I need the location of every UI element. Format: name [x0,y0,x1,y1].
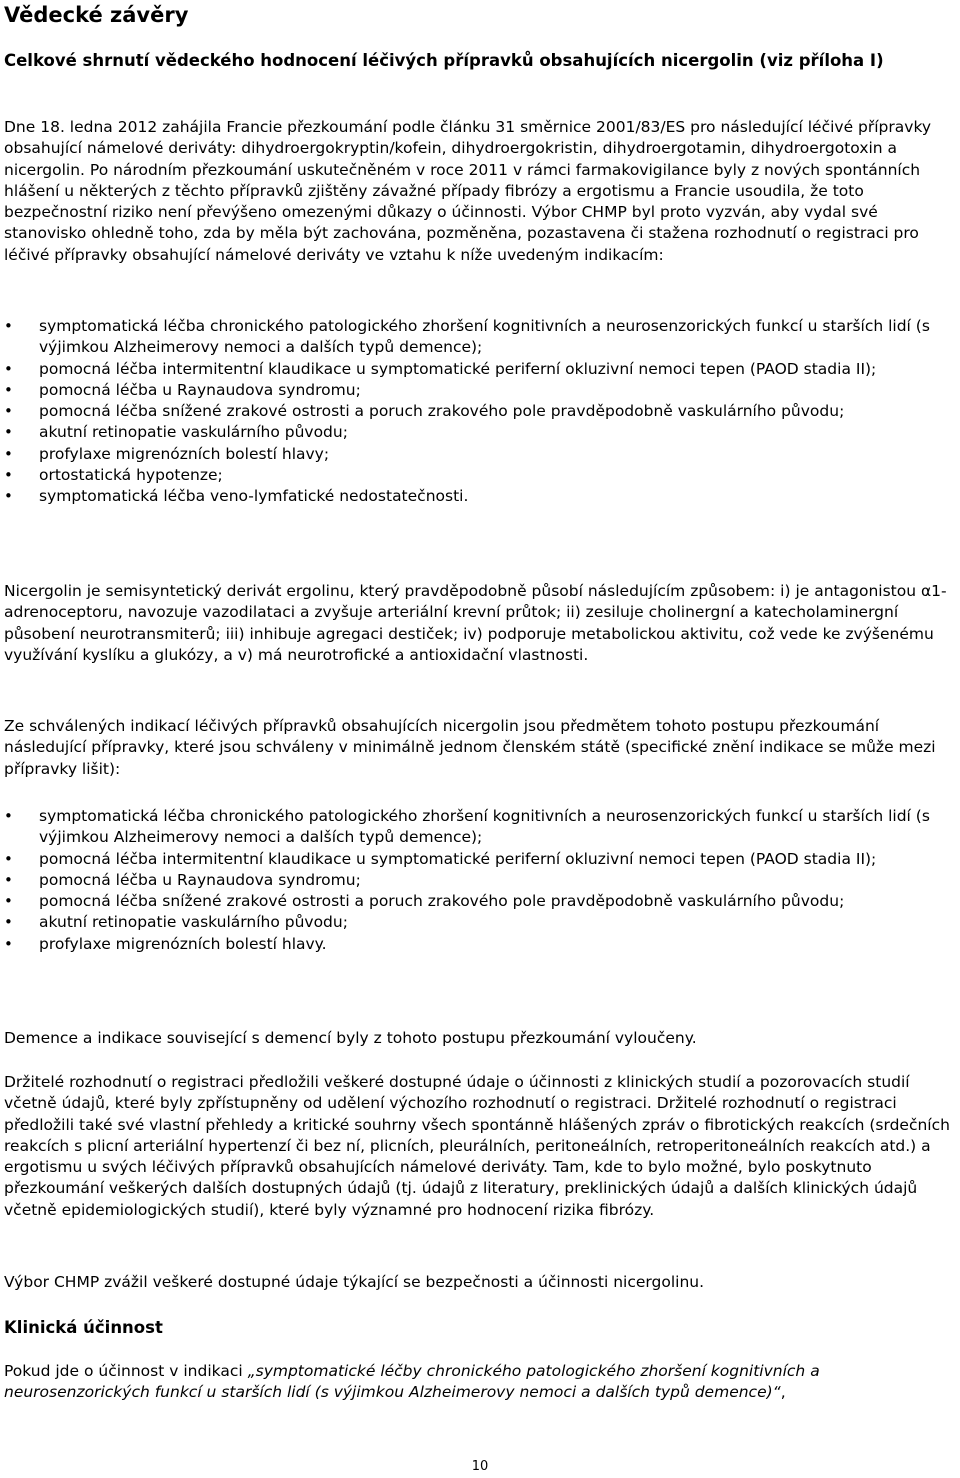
list-item: • pomocná léčba u Raynaudova syndromu; [4,380,956,401]
list-item: • pomocná léčba intermitentní klaudikace u symptomatické periferní okluzivní nemoci tepen (PAOD stadia II); [4,849,956,870]
indications-list-1 [4,316,956,508]
page-title: Vědecké závěry [4,3,189,27]
list-item: • pomocná léčba snížené zrakové ostrosti a poruch zrakového pole pravděpodobně vaskulárního původu; [4,401,956,422]
clinical-efficacy-heading: Klinická účinnost [4,1318,163,1337]
list-item: • akutní retinopatie vaskulárního původu; [4,422,956,443]
summary-heading: Celkové shrnutí vědeckého hodnocení léčivých přípravků obsahujících nicergolin (viz příloha I) [4,51,884,70]
list-item: • akutní retinopatie vaskulárního původu; [4,912,956,933]
final-paragraph-lead: Pokud jde o účinnost v indikaci [4,1362,248,1380]
chmp-paragraph: Výbor CHMP zvážil veškeré dostupné údaje týkající se bezpečnosti a účinnosti nicergolinu. [4,1273,705,1291]
final-paragraph [4,1361,956,1404]
final-paragraph-tail: , [780,1383,786,1402]
list-item: • symptomatická léčba chronického patologického zhoršení kognitivních a neurosenzorických funkcí u starších lidí (s výjimkou Alzheimerovy nemoci a dalších typů demence); [4,806,956,849]
list-item: • symptomatická léčba chronického patologického zhoršení kognitivních a neurosenzorických funkcí u starších lidí (s výjimkou Alzheimerovy nemoci a dalších typů demence); [4,316,956,359]
approved-paragraph: Ze schválených indikací léčivých přípravků obsahujících nicergolin jsou předmětem tohoto postupu přezkoumání následující přípravky, které jsou schváleny v minimálně jednom členském státě (specifické znění indikace se může mezi přípravky lišit): [4,717,936,778]
list-item: • ortostatická hypotenze; [4,465,956,486]
list-item: • pomocná léčba intermitentní klaudikace u symptomatické periferní okluzivní nemoci tepen (PAOD stadia II); [4,359,956,380]
intro-paragraph: Dne 18. ledna 2012 zahájila Francie přezkoumání podle článku 31 směrnice 2001/83/ES pro následující léčivé přípravky obsahující námelové deriváty: dihydroergokryptin/kofein, dihydroergokristin, dihydroergotamin, dihydroergotoxin a nicergolin. Po národním přezkoumání uskutečněném v roce 2011 v rámci farmakovigilance byly z nových spontánních hlášení u některých z těchto přípravků zjištěny závažné případy fibrózy a ergotismu a Francie usoudila, že toto bezpečnostní riziko není převýšeno omezenými důkazy o účinnosti. Výbor CHMP byl proto vyzván, aby vydal své stanovisko ohledně toho, zda by měla být zachována, pozměněna, pozastavena či stažena rozhodnutí o registraci pro léčivé přípravky obsahující námelové deriváty ve vztahu k níže uvedeným indikacím: [4,118,932,264]
final-paragraph-italic: „symptomatické léčby chronického patologického zhoršení kognitivních a neurosenzorických funkcí u starších lidí (s výjimkou Alzheimerovy nemoci a dalších typů demence)“ [4,1362,820,1402]
list-item: • profylaxe migrenózních bolestí hlavy; [4,444,956,465]
list-item: • pomocná léčba u Raynaudova syndromu; [4,870,956,891]
holders-paragraph: Držitelé rozhodnutí o registraci předložili veškeré dostupné údaje o účinnosti z klinických studií a pozorovacích studií včetně údajů, které byly zpřístupněny od udělení výchozího rozhodnutí o registraci. Držitelé rozhodnutí o registraci předložili také své vlastní přehledy a kritické souhrny všech spontánně hlášených zpráv o fibrotických reakcích (srdečních reakcích s plicní arteriální hypertenzí či bez ní, plicních, pleurálních, peritoneálních, retroperitoneálních reakcích atd.) a ergotismu u svých léčivých přípravků obsahujících námelové deriváty. Tam, kde to bylo možné, bylo poskytnuto přezkoumání veškerých dalších dostupných údajů (tj. údajů z literatury, preklinických údajů a dalších klinických údajů včetně epidemiologických studií), které byly významné pro hodnocení rizika fibrózy. [4,1073,950,1219]
list-item: • profylaxe migrenózních bolestí hlavy. [4,934,956,955]
dementia-paragraph: Demence a indikace související s demencí byly z tohoto postupu přezkoumání vyloučeny. [4,1029,697,1047]
page-number: 10 [471,1459,489,1474]
list-item: • symptomatická léčba veno-lymfatické nedostatečnosti. [4,486,956,507]
list-item: • pomocná léčba snížené zrakové ostrosti a poruch zrakového pole pravděpodobně vaskulárního původu; [4,891,956,912]
indications-list-2 [4,806,956,955]
mechanism-paragraph: Nicergolin je semisyntetický derivát ergolinu, který pravděpodobně působí následujícím způsobem: i) je antagonistou α1-adrenoceptoru, navozuje vazodilataci a zvyšuje arteriální krevní průtok; ii) zesiluje cholinergní a katecholaminergní působení neurotransmiterů; iii) inhibuje agregaci destiček; iv) podporuje metabolickou aktivitu, což vede ke zvýšenému využívání kyslíku a glukózy, a v) má neurotrofické a antioxidační vlastnosti. [4,582,947,664]
